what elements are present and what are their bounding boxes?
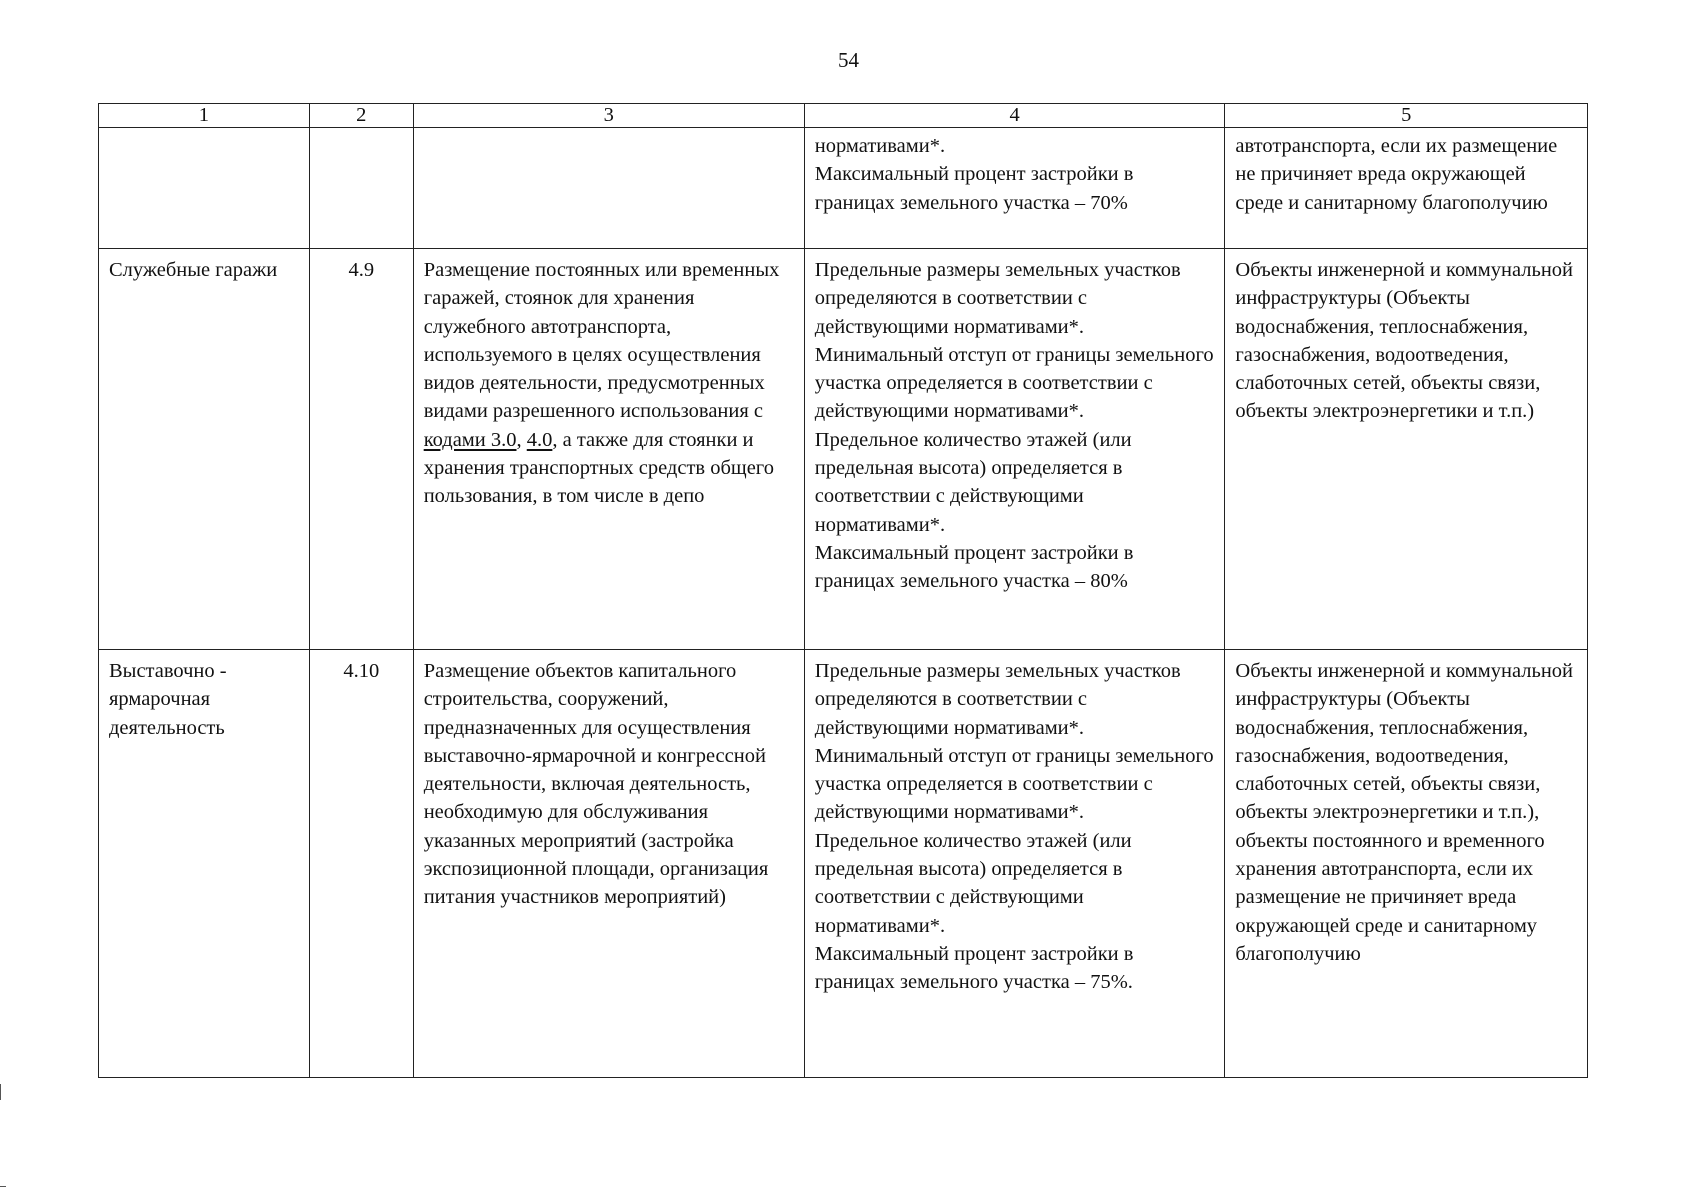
cell-objects: автотранспорта, если их размещение не причиняет вреда окружающей среде и санитарному благополучию xyxy=(1225,128,1588,249)
cell-use-name: Служебные гаражи xyxy=(99,249,310,650)
code-link-3-0[interactable]: кодами 3.0 xyxy=(423,428,517,451)
cell-params: Предельные размеры земельных участков определяются в соответствии с действующими нормативами*. Минимальный отступ от границы земельного участка определяется в соответствии с действующими нормативами*. Предельное количество этажей (или предельная высота) определяется в соответствии с действующими нормативами*. Максимальный процент застройки в границах земельного участка – 75%. xyxy=(804,650,1225,1078)
code-link-4-0[interactable]: 4.0 xyxy=(526,428,553,451)
header-row xyxy=(99,104,1588,128)
column-header-2: 2 xyxy=(309,104,413,128)
cell-use-code: 4.9 xyxy=(309,249,413,650)
column-header-1: 1 xyxy=(99,104,310,128)
column-header-3: 3 xyxy=(413,104,804,128)
cell-empty xyxy=(309,128,413,249)
page-number: 54 xyxy=(838,48,859,72)
land-use-table xyxy=(98,103,1588,1078)
cell-params: нормативами*. Максимальный процент застройки в границах земельного участка – 70% xyxy=(804,128,1225,249)
description-separator: , xyxy=(516,428,527,451)
cell-use-name: Выставочно - ярмарочная деятельность xyxy=(99,650,310,1078)
description-text-end: , а также для стоянки и хранения транспортных средств общего пользования, в том числе в депо xyxy=(423,428,774,508)
table-row xyxy=(99,249,1588,650)
scan-artifact xyxy=(0,1186,6,1187)
cell-objects: Объекты инженерной и коммунальной инфраструктуры (Объекты водоснабжения, теплоснабжения, газоснабжения, водоотведения, слаботочных сетей, объекты связи, объекты электроэнергетики и т.п.), объекты постоянного и временного хранения автотранспорта, если их размещение не причиняет вреда окружающей среде и санитарному благополучию xyxy=(1225,650,1588,1078)
scan-artifact xyxy=(0,1084,5,1100)
cell-empty xyxy=(99,128,310,249)
cell-description: Размещение объектов капитального строительства, сооружений, предназначенных для осуществления выставочно-ярмарочной и конгрессной деятельности, включая деятельность, необходимую для обслуживания указанных мероприятий (застройка экспозиционной площади, организация питания участников мероприятий) xyxy=(413,650,804,1078)
description-text: Размещение постоянных или временных гаражей, стоянок для хранения служебного автотранспорта, используемого в целях осуществления видов деятельности, предусмотренных видами разрешенного использования с xyxy=(423,259,780,423)
cell-params: Предельные размеры земельных участков определяются в соответствии с действующими нормативами*. Минимальный отступ от границы земельного участка определяется в соответствии с действующими нормативами*. Предельное количество этажей (или предельная высота) определяется в соответствии с действующими нормативами*. Максимальный процент застройки в границах земельного участка – 80% xyxy=(804,249,1225,650)
cell-description xyxy=(413,249,804,650)
cell-use-code: 4.10 xyxy=(309,650,413,1078)
column-header-5: 5 xyxy=(1225,104,1588,128)
cell-empty xyxy=(413,128,804,249)
table-row xyxy=(99,650,1588,1078)
table-row-continuation xyxy=(99,128,1588,249)
column-header-4: 4 xyxy=(804,104,1225,128)
cell-objects: Объекты инженерной и коммунальной инфраструктуры (Объекты водоснабжения, теплоснабжения, газоснабжения, водоотведения, слаботочных сетей, объекты связи, объекты электроэнергетики и т.п.) xyxy=(1225,249,1588,650)
